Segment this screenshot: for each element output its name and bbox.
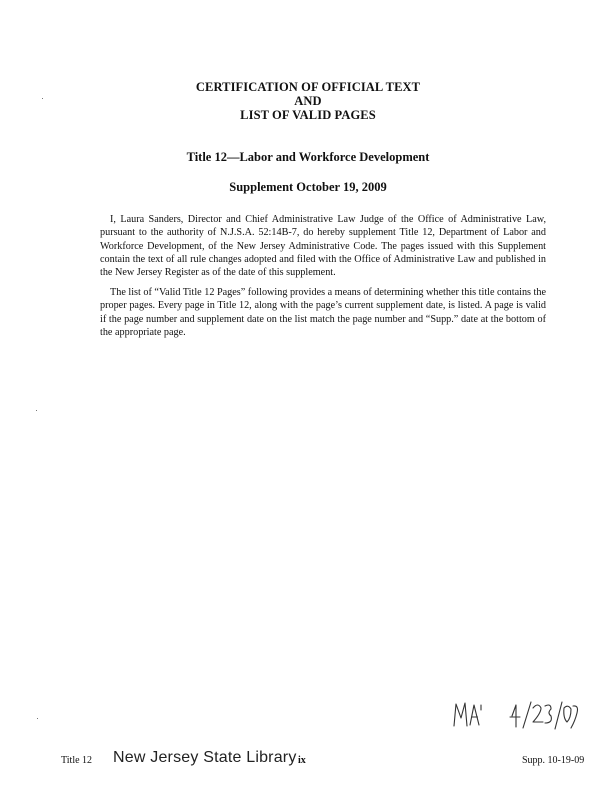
supplement-date-heading: Supplement October 19, 2009: [229, 180, 387, 194]
footer-page-number: ix: [298, 755, 306, 766]
heading-line-3: LIST OF VALID PAGES: [240, 108, 376, 122]
heading-line-2: AND: [294, 94, 322, 108]
scan-speck: [42, 98, 43, 99]
heading-line-1: CERTIFICATION OF OFFICIAL TEXT: [195, 80, 421, 94]
paragraph-certification: I, Laura Sanders, Director and Chief Administrative Law Judge of the Office of Administrative Law, pursuant to the authority of N.J.S.A. 52:14B-7, do hereby supplement Title 12, Department of Labor and Workforce Development, of the New Jersey Administrative Code. The pages issued with this Supplement contain the text of all rule changes adopted and filed with the Office of Administrative Law and published in the New Jersey Register as of the date of this supplement.: [100, 214, 546, 279]
scan-speck: [37, 718, 38, 719]
footer-supplement-date: Supp. 10-19-09: [522, 755, 585, 766]
title-heading: Title 12—Labor and Workforce Development: [186, 150, 430, 164]
scan-speck: [36, 410, 37, 411]
handwritten-initials-date: [450, 696, 580, 736]
certification-heading: [0, 80, 616, 122]
paragraph-valid-pages: The list of “Valid Title 12 Pages” following provides a means of determining whether this title contains the proper pages. Every page in Title 12, along with the page’s current supplement date, is listed. A page is valid if the page number and supplement date on the list match the page number and “Supp.” date at the bottom of the appropriate page.: [100, 287, 547, 338]
footer-title-label: Title 12: [61, 755, 93, 766]
library-stamp: New Jersey State Library: [113, 749, 297, 766]
